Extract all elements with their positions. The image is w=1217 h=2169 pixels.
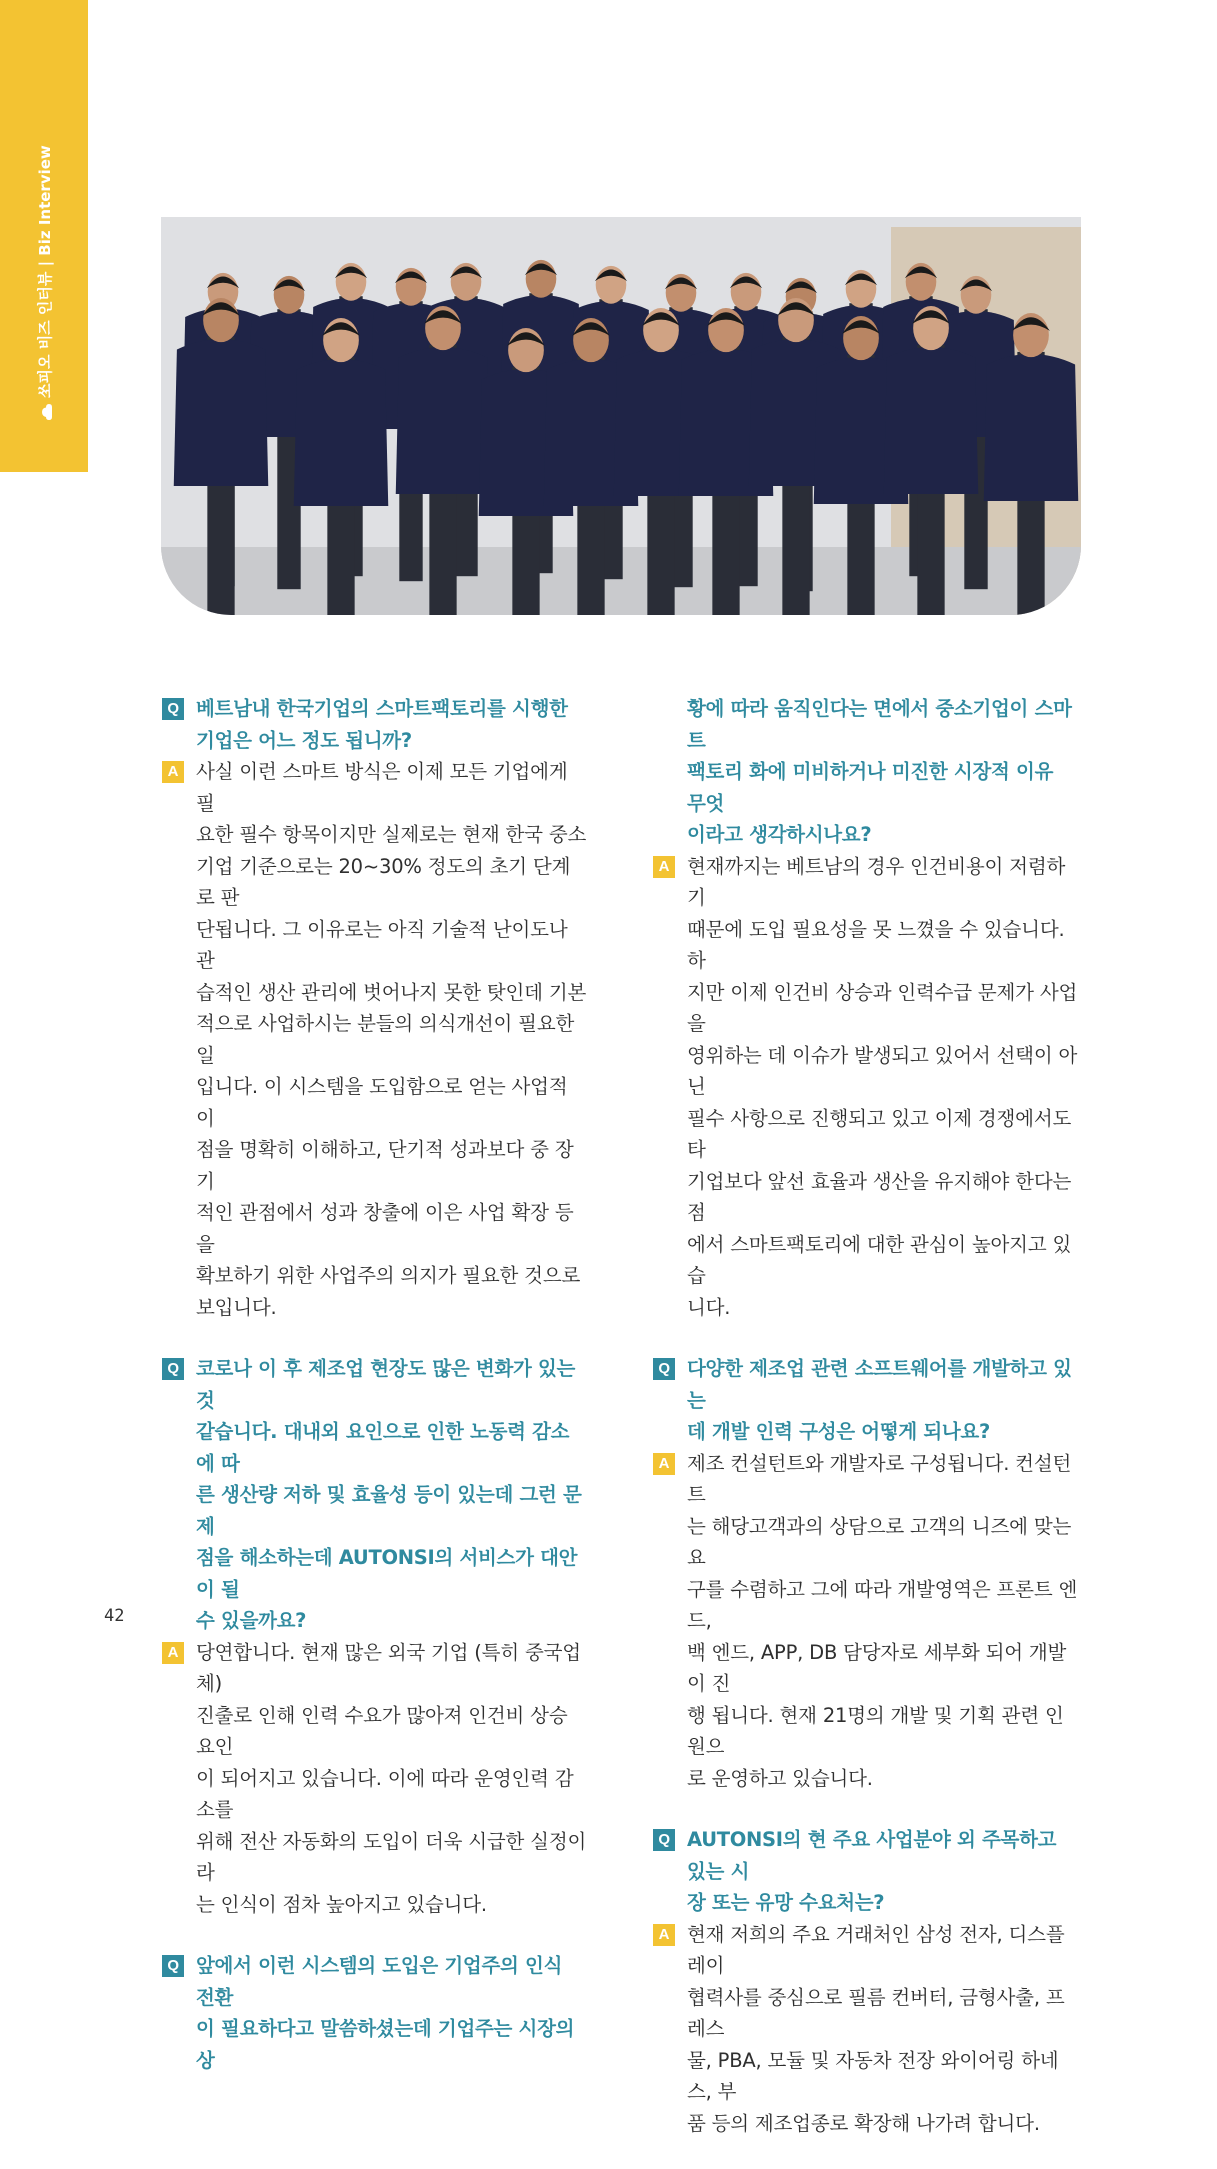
a-line: 점을 명확히 이해하고, 단기적 성과보다 중 장기	[196, 1138, 574, 1193]
qa-block-3-start	[162, 1950, 587, 2076]
q-line: 른 생산량 저하 및 효율성 등이 있는데 그런 문제	[196, 1483, 582, 1538]
question-1	[162, 693, 587, 756]
a-line: 니다.	[687, 1295, 731, 1319]
person-shirt	[174, 339, 269, 486]
question-5	[653, 1824, 1078, 1919]
q-line: 수 있을까요?	[196, 1609, 307, 1632]
answer-3	[653, 851, 1078, 1324]
q-line: Q 앞에서 이런 시스템의 도입은 기업주의 인식 전환	[162, 1950, 587, 2013]
question-4	[653, 1353, 1078, 1448]
a-badge: A	[162, 761, 184, 783]
section-label-text: 쏘피오 비즈 인터뷰 | Biz Interview	[36, 145, 54, 398]
a-line: 기업 기준으로는 20~30% 정도의 초기 단계로 판	[196, 854, 571, 909]
a-line: A 제조 컨설턴트와 개발자로 구성됩니다. 컨설턴트	[653, 1448, 1078, 1511]
cloud-icon	[39, 404, 51, 420]
q-badge: Q	[653, 1358, 675, 1380]
a-line: 지만 이제 인건비 상승과 인력수급 문제가 사업을	[687, 980, 1078, 1035]
a-line: 요한 필수 항목이지만 실제로는 현재 한국 중소	[196, 823, 587, 846]
qa-block-2	[162, 1353, 587, 1920]
answer-1	[162, 756, 587, 1323]
q-line: 황에 따라 움직인다는 면에서 중소기업이 스마트	[687, 697, 1072, 752]
a-line: A 당연합니다. 현재 많은 외국 기업 (특히 중국업체)	[162, 1637, 587, 1700]
person-shirt	[396, 347, 491, 494]
q-badge: Q	[162, 1955, 184, 1977]
a-line: 품 등의 제조업종로 확장해 나가려 합니다.	[687, 2111, 1040, 2135]
section-label	[34, 145, 55, 420]
team-photo	[161, 217, 1081, 615]
qa-block-4	[653, 1353, 1078, 1794]
q-line: Q 베트남내 한국기업의 스마트팩토리를 시행한	[162, 693, 587, 725]
person-shirt	[884, 347, 979, 494]
a-line: 에서 스마트팩토리에 대한 관심이 높아지고 있습	[687, 1232, 1072, 1287]
question-2	[162, 1353, 587, 1637]
a-line: 진출로 인해 인력 수요가 많아져 인건비 상승 요인	[196, 1703, 568, 1758]
person-shirt	[294, 359, 389, 506]
a-line: A 현재까지는 베트남의 경우 인건비용이 저렴하기	[653, 851, 1078, 914]
q-line: 같습니다. 대내외 요인으로 인한 노동력 감소에 따	[196, 1420, 570, 1475]
person-shirt	[984, 354, 1079, 501]
q-line: 장 또는 유망 수요처는?	[687, 1891, 885, 1914]
a-line: 구를 수렴하고 그에 따라 개발영역은 프론트 엔드,	[687, 1577, 1078, 1632]
answer-5	[653, 1919, 1078, 2140]
a-line: 로 운영하고 있습니다.	[687, 1766, 873, 1790]
a-line: 위해 전산 자동화의 도입이 더욱 시급한 실정이라	[196, 1829, 587, 1884]
a-line: 필수 사항으로 진행되고 있고 이제 경쟁에서도 타	[687, 1106, 1072, 1161]
a-line: 영위하는 데 이슈가 발생되고 있어서 선택이 아닌	[687, 1043, 1078, 1098]
a-line: 습적인 생산 관리에 벗어나지 못한 탓인데 기본	[196, 980, 587, 1004]
team-photo-illustration	[161, 217, 1081, 615]
q-line: 점을 해소하는데 AUTONSI의 서비스가 대안이 될	[196, 1546, 578, 1601]
a-line: A 사실 이런 스마트 방식은 이제 모든 기업에게 필	[162, 756, 587, 819]
q-line: 팩토리 화에 미비하거나 미진한 시장적 이유 무엇	[687, 760, 1054, 815]
a-line: 행 됩니다. 현재 21명의 개발 및 기획 관련 인원으	[687, 1703, 1064, 1758]
answer-4	[653, 1448, 1078, 1795]
q-line: 데 개발 인력 구성은 어떻게 되나요?	[687, 1420, 990, 1443]
a-line: 보입니다.	[196, 1295, 277, 1319]
a-line: 협력사를 중심으로 필름 컨버터, 금형사출, 프레스	[687, 1985, 1065, 2040]
a-badge: A	[653, 856, 675, 878]
qa-block-3-end	[653, 693, 1078, 1323]
a-badge: A	[653, 1924, 675, 1946]
a-line: 적인 관점에서 성과 창출에 이은 사업 확장 등을	[196, 1201, 574, 1256]
q-line: Q 다양한 제조업 관련 소프트웨어를 개발하고 있는	[653, 1353, 1078, 1416]
q-line: 이라고 생각하시나요?	[687, 823, 872, 846]
a-line: 단됩니다. 그 이유로는 아직 기술적 난이도나 관	[196, 917, 568, 972]
q-badge: Q	[162, 1358, 184, 1380]
a-line: 입니다. 이 시스템을 도입함으로 얻는 사업적 이	[196, 1075, 568, 1130]
a-line: 확보하기 위한 사업주의 의지가 필요한 것으로	[196, 1264, 581, 1287]
a-line: 는 인식이 점차 높아지고 있습니다.	[196, 1892, 487, 1916]
qa-block-5	[653, 1824, 1078, 2139]
q-line: Q 코로나 이 후 제조업 현장도 많은 변화가 있는 것	[162, 1353, 587, 1416]
a-line: A 현재 저희의 주요 거래처인 삼성 전자, 디스플레이	[653, 1919, 1078, 1982]
a-badge: A	[162, 1642, 184, 1664]
a-line: 때문에 도입 필요성을 못 느꼈을 수 있습니다. 하	[687, 917, 1065, 972]
right-column	[653, 693, 1078, 2169]
left-column	[162, 693, 587, 2106]
page-number: 42	[104, 1606, 125, 1626]
q-line: Q AUTONSI의 현 주요 사업분야 외 주목하고 있는 시	[653, 1824, 1078, 1887]
a-line: 이 되어지고 있습니다. 이에 따라 운영인력 감소를	[196, 1766, 574, 1821]
a-line: 는 해당고객과의 상담으로 고객의 니즈에 맞는 요	[687, 1514, 1072, 1569]
a-line: 기업보다 앞선 효율과 생산을 유지해야 한다는 점	[687, 1169, 1072, 1224]
a-line: 물, PBA, 모듈 및 자동차 전장 와이어링 하네스, 부	[687, 2048, 1059, 2103]
a-line: 백 엔드, APP, DB 담당자로 세부화 되어 개발이 진	[687, 1640, 1067, 1695]
a-line: 적으로 사업하시는 분들의 의식개선이 필요한 일	[196, 1012, 575, 1067]
q-badge: Q	[653, 1829, 675, 1851]
a-badge: A	[653, 1453, 675, 1475]
q-badge: Q	[162, 698, 184, 720]
answer-2	[162, 1637, 587, 1921]
q-line: 이 필요하다고 말씀하셨는데 기업주는 시장의 상	[196, 2017, 575, 2072]
q-line: 기업은 어느 정도 됩니까?	[196, 728, 412, 752]
question-3-part-2	[653, 693, 1078, 851]
question-3-part-1	[162, 1950, 587, 2076]
qa-block-1	[162, 693, 587, 1323]
